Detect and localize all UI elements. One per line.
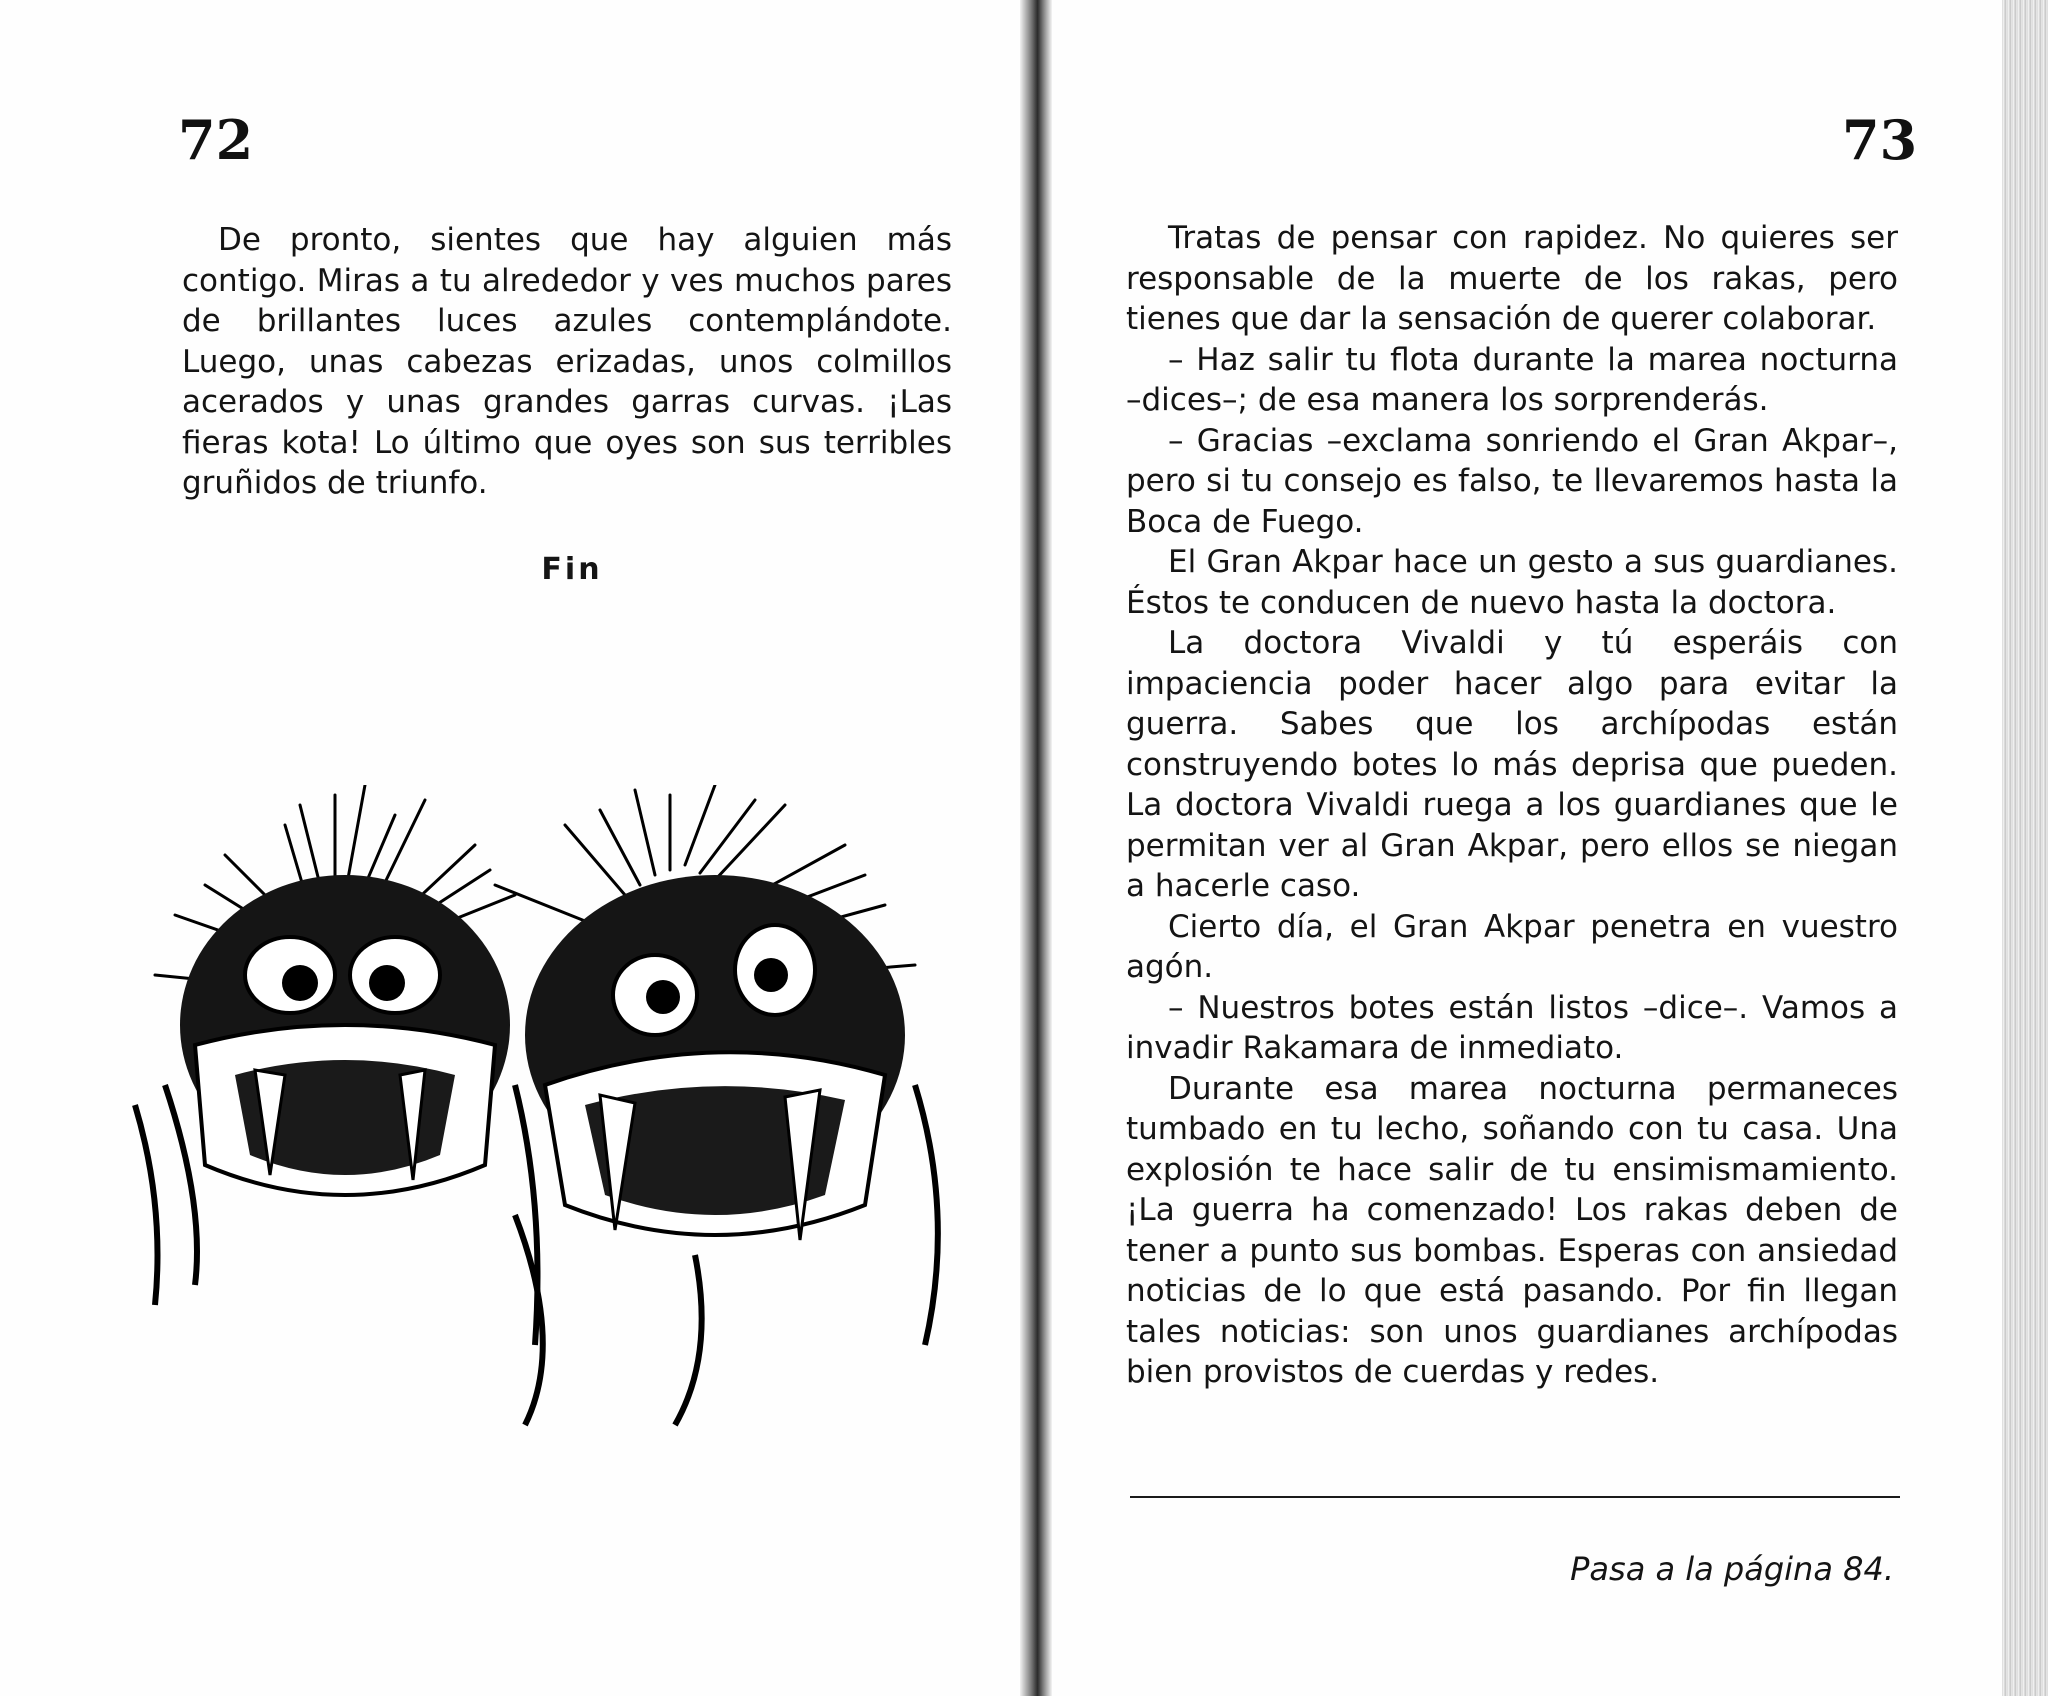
right-paragraph: Cierto día, el Gran Akpar penetra en vuestro agón.: [1126, 908, 1898, 985]
go-to-page-instruction: Pasa a la página 84.: [1570, 1550, 1894, 1588]
right-paragraph: – Haz salir tu flota durante la marea nocturna –dices–; de esa manera los sorprenderás.: [1126, 341, 1898, 418]
book-gutter: [1020, 0, 1052, 1696]
right-paragraph: Durante esa marea nocturna permaneces tumbado en tu lecho, soñando con tu casa. Una explosión te hace salir de tu ensimismamiento. ¡La guerra ha comenzado! Los rakas deben de tener a punto sus bombas. Esperas con ansiedad noticias de lo que está pasando. Por fin llegan tales noticias: son unos guardianes archípodas bien provistos de cuerdas y redes.: [1126, 1070, 1898, 1390]
left-paragraph: De pronto, sientes que hay alguien más contigo. Miras a tu alrededor y ves muchos pares de brillantes luces azules contemplándote. Luego, unas cabezas erizadas, unos colmillos acerados y unas grandes garras curvas. ¡Las fieras kota! Lo último que oyes son sus terribles gruñidos de triunfo.: [182, 222, 952, 501]
right-paragraph: – Gracias –exclama sonriendo el Gran Akpar–, pero si tu consejo es falso, te llevaremos hasta la Boca de Fuego.: [1126, 422, 1898, 540]
kota-beasts-illustration: [95, 785, 1030, 1445]
right-beast-head: [515, 875, 938, 1425]
left-page: [0, 0, 1020, 1696]
left-beast-head: [135, 875, 538, 1345]
page-number-left: 72: [178, 108, 254, 172]
right-paragraph: Tratas de pensar con rapidez. No quieres ser responsable de la muerte de los rakas, pero tienes que dar la sensación de querer colaborar.: [1126, 220, 1898, 337]
right-paragraph: El Gran Akpar hace un gesto a sus guardianes. Éstos te conducen de nuevo hasta la doctora.: [1126, 544, 1898, 621]
footer-rule: [1130, 1496, 1900, 1498]
page-edges: [2002, 0, 2048, 1696]
page-number-right: 73: [1842, 108, 1918, 172]
left-page-text: [182, 220, 952, 504]
right-paragraph: – Nuestros botes están listos –dice–. Vamos a invadir Rakamara de inmediato.: [1126, 989, 1898, 1066]
right-page-text: [1126, 218, 1898, 1393]
right-paragraph: La doctora Vivaldi y tú esperáis con impaciencia poder hacer algo para evitar la guerra. Sabes que los archípodas están construyendo botes lo más deprisa que pueden. La doctora Vivaldi ruega a los guardianes que le permitan ver al Gran Akpar, pero ellos se niegan a hacerle caso.: [1126, 625, 1898, 904]
ending-label: Fin: [541, 552, 603, 587]
